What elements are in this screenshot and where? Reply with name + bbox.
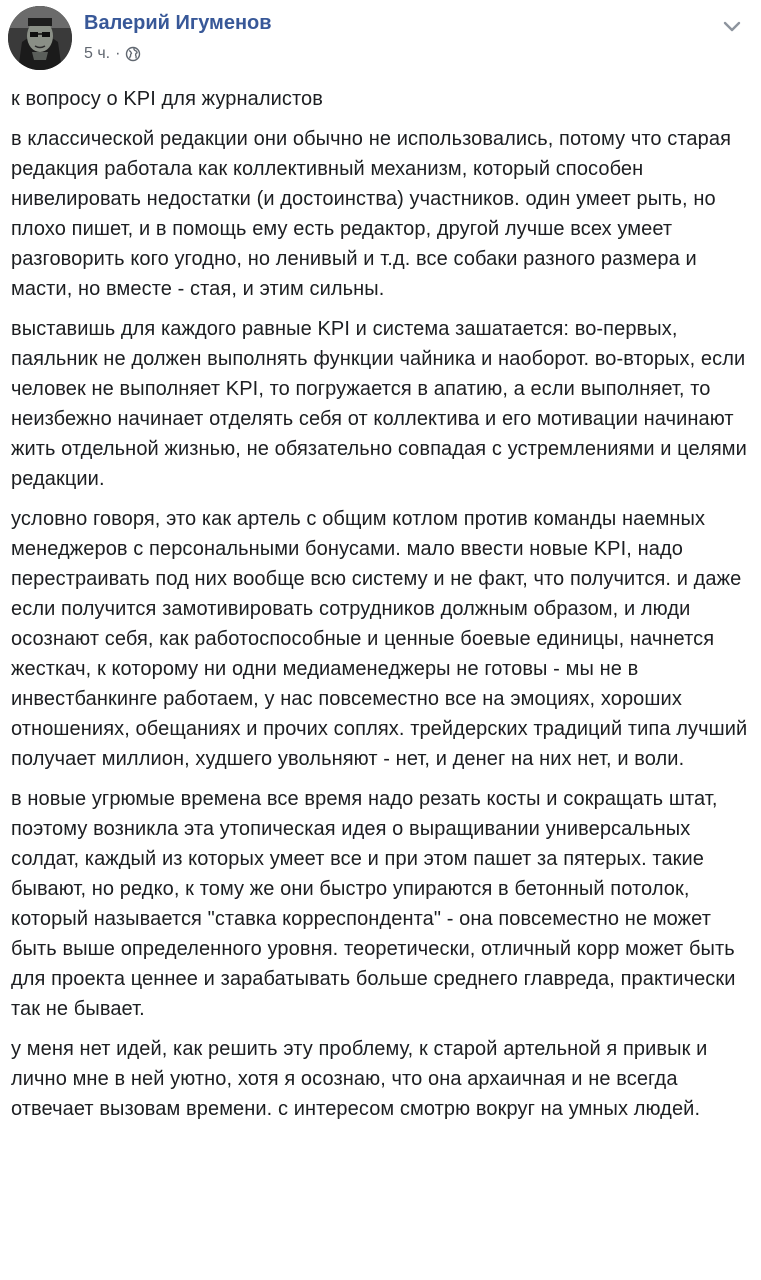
globe-icon[interactable]	[125, 46, 141, 62]
chevron-down-icon	[723, 21, 741, 33]
post-paragraph: выставишь для каждого равные KPI и система зашатается: во-первых, паяльник не должен выполнять функции чайника и наоборот. во-вторых, если человек не выполняет KPI, то погружается в апатию, а если выполняет, то неизбежно начинает отделять себя от коллектива и его мотивации начинают жить отдельной жизнью, не обязательно совпадая с устремлениями и целями редакции.	[11, 318, 747, 490]
post-paragraph: условно говоря, это как артель с общим котлом против команды наемных менеджеров с персональными бонусами. мало ввести новые KPI, надо перестраивать под них вообще всю систему и не факт, что получится. и даже если получится замотивировать сотрудников должным образом, и люди осознают себя, как работоспособные и ценные боевые единицы, начнется жесткач, к которому ни одни медиаменеджеры не готовы - мы не в инвестбанкинге работаем, у нас повсеместно все на эмоциях, хороших отношениях, обещаниях и прочих соплях. трейдерских традиций типа лучший получает миллион, худшего увольняют - нет, и денег на них нет, и воли.	[11, 508, 748, 770]
author-name[interactable]: Валерий Игуменов	[84, 12, 272, 34]
avatar-image	[8, 6, 72, 70]
post-header	[8, 6, 753, 76]
post-time[interactable]: 5 ч.	[84, 45, 111, 62]
post-meta	[84, 45, 141, 63]
post-options-button[interactable]	[717, 12, 747, 42]
post-paragraph: в новые угрюмые времена все время надо резать косты и сокращать штат, поэтому возникла эта утопическая идея о выращивании универсальных солдат, каждый из которых умеет все и при этом пашет за пятерых. такие бывают, но редко, к тому же они быстро упираются в бетонный потолок, который называется "ставка корреспондента" - она повсеместно не может быть выше определенного уровня. теоретически, отличный корр может быть для проекта ценнее и зарабатывать больше среднего главреда, практически так не бывает.	[11, 788, 736, 1020]
post-paragraph: к вопросу о KPI для журналистов	[11, 88, 323, 110]
post-paragraph: у меня нет идей, как решить эту проблему, к старой артельной я привык и лично мне в ней уютно, хотя я осознаю, что она архаичная и не всегда отвечает вызовам времени. с интересом смотрю вокруг на умных людей.	[11, 1038, 708, 1120]
post-paragraph: в классической редакции они обычно не использовались, потому что старая редакция работала как коллективный механизм, который способен нивелировать недостатки (и достоинства) участников. один умеет рыть, но плохо пишет, и в помощь ему есть редактор, другой лучше всех умеет разговорить кого угодно, но ленивый и т.д. все собаки разного размера и масти, но вместе - стая, и этим сильны.	[11, 128, 732, 300]
post-body	[11, 84, 753, 1134]
meta-separator: ·	[115, 45, 121, 62]
avatar[interactable]	[8, 6, 72, 70]
